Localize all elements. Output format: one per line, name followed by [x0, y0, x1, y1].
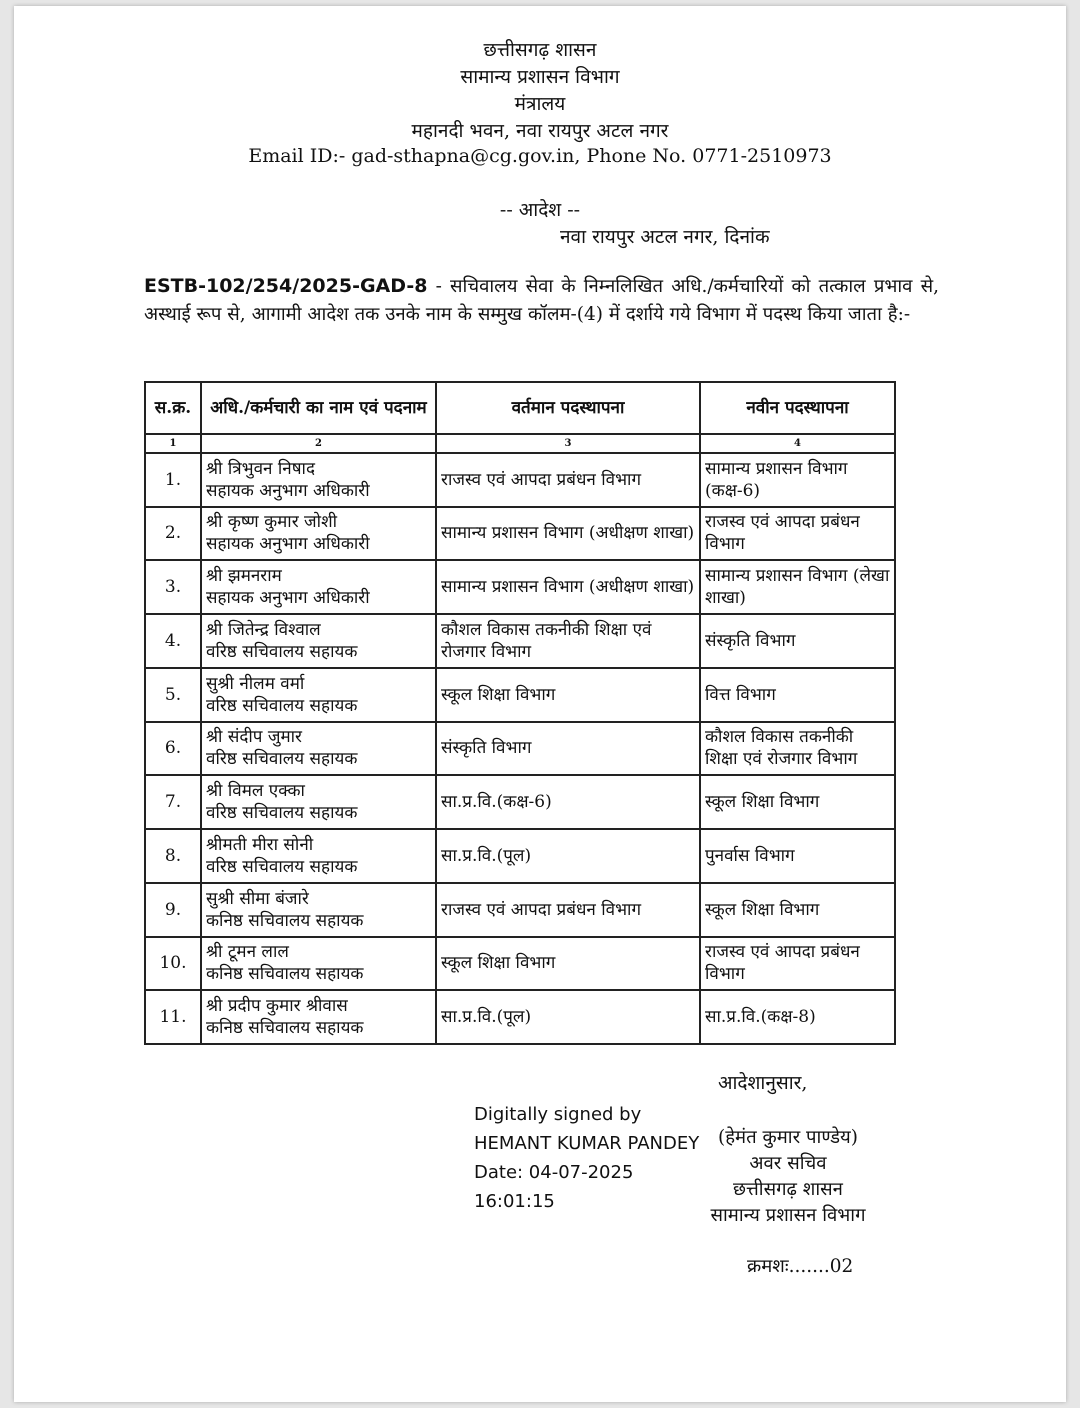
serial-number: 9. [145, 883, 201, 937]
current-posting: राजस्व एवं आपदा प्रबंधन विभाग [436, 883, 700, 937]
employee-designation: सहायक अनुभाग अधिकारी [206, 480, 370, 501]
signatory-department: सामान्य प्रशासन विभाग [710, 1205, 866, 1226]
table-row [145, 614, 895, 668]
signatory-block [678, 1125, 898, 1229]
employee-designation: वरिष्ठ सचिवालय सहायक [206, 803, 358, 824]
table-row [145, 722, 895, 776]
posting-table [144, 381, 896, 1045]
employee-name: श्री संदीप जुमार [206, 727, 302, 748]
order-paragraph [144, 272, 939, 329]
header-name: अधि./कर्मचारी का नाम एवं पदनाम [201, 382, 436, 434]
order-text: - सचिवालय सेवा के निम्नलिखित अधि./कर्मचारियों को तत्काल प्रभाव से, अस्थाई रूप से, आगामी आदेश तक उनके नाम के सम्मुख कॉलम-(4) में दर्शाये गये विभाग में पदस्थ किया जाता है:- [144, 276, 939, 325]
digital-signature [474, 1100, 699, 1216]
table-body [145, 453, 895, 1044]
order-place-date: नवा रायपुर अटल नगर, दिनांक [560, 226, 770, 248]
table-row [145, 560, 895, 614]
new-posting: राजस्व एवं आपदा प्रबंधन विभाग [700, 937, 895, 991]
employee-cell [201, 560, 436, 614]
serial-number: 2. [145, 507, 201, 561]
employee-designation: वरिष्ठ सचिवालय सहायक [206, 856, 358, 877]
new-posting: संस्कृति विभाग [700, 614, 895, 668]
employee-name: श्री जितेन्द्र विश्वाल [206, 619, 321, 640]
digital-sign-date: Date: 04-07-2025 [474, 1162, 634, 1183]
document-page [14, 6, 1066, 1402]
employee-designation: कनिष्ठ सचिवालय सहायक [206, 1018, 364, 1039]
by-order-text: आदेशानुसार, [718, 1072, 808, 1094]
signatory-government: छत्तीसगढ़ शासन [733, 1179, 843, 1200]
header-department: सामान्य प्रशासन विभाग [460, 66, 620, 88]
employee-cell [201, 883, 436, 937]
new-posting: सामान्य प्रशासन विभाग (लेखा शाखा) [700, 560, 895, 614]
employee-designation: वरिष्ठ सचिवालय सहायक [206, 641, 358, 662]
signatory-designation: अवर सचिव [749, 1153, 827, 1174]
header-current: वर्तमान पदस्थापना [436, 382, 700, 434]
current-posting: संस्कृति विभाग [436, 722, 700, 776]
employee-designation: कनिष्ठ सचिवालय सहायक [206, 964, 364, 985]
new-posting: राजस्व एवं आपदा प्रबंधन विभाग [700, 507, 895, 561]
new-posting: पुनर्वास विभाग [700, 829, 895, 883]
serial-number: 3. [145, 560, 201, 614]
employee-cell [201, 453, 436, 507]
employee-designation: कनिष्ठ सचिवालय सहायक [206, 910, 364, 931]
employee-designation: वरिष्ठ सचिवालय सहायक [206, 695, 358, 716]
employee-cell [201, 990, 436, 1044]
employee-cell [201, 722, 436, 776]
current-posting: स्कूल शिक्षा विभाग [436, 668, 700, 722]
employee-name: श्री प्रदीप कुमार श्रीवास [206, 996, 348, 1017]
employee-name: सुश्री सीमा बंजारे [206, 888, 309, 909]
header-government: छत्तीसगढ़ शासन [483, 39, 597, 61]
serial-number: 10. [145, 937, 201, 991]
serial-number: 5. [145, 668, 201, 722]
employee-name: श्री त्रिभुवन निषाद [206, 458, 315, 479]
column-number: 3 [436, 434, 700, 453]
continued-marker: क्रमशः.......02 [747, 1256, 854, 1277]
header-contact: Email ID:- gad-sthapna@cg.gov.in, Phone No. 0771-2510973 [248, 145, 832, 167]
employee-cell [201, 937, 436, 991]
header-address: महानदी भवन, नवा रायपुर अटल नगर [411, 120, 669, 142]
current-posting: स्कूल शिक्षा विभाग [436, 937, 700, 991]
employee-cell [201, 829, 436, 883]
serial-number: 7. [145, 775, 201, 829]
employee-name: सुश्री नीलम वर्मा [206, 673, 305, 694]
new-posting: स्कूल शिक्षा विभाग [700, 883, 895, 937]
current-posting: सा.प्र.वि.(पूल) [436, 829, 700, 883]
table-header-row [145, 382, 895, 434]
employee-name: श्रीमती मीरा सोनी [206, 834, 314, 855]
serial-number: 1. [145, 453, 201, 507]
table-row [145, 829, 895, 883]
employee-designation: सहायक अनुभाग अधिकारी [206, 534, 370, 555]
employee-cell [201, 668, 436, 722]
digital-signed-by: Digitally signed by [474, 1104, 642, 1125]
digital-signer-name: HEMANT KUMAR PANDEY [474, 1133, 700, 1154]
header-ministry: मंत्रालय [514, 93, 566, 115]
serial-number: 8. [145, 829, 201, 883]
header-serial: स.क्र. [145, 382, 201, 434]
employee-name: श्री कृष्ण कुमार जोशी [206, 512, 338, 533]
column-number: 2 [201, 434, 436, 453]
column-number-row [145, 434, 895, 453]
table-row [145, 883, 895, 937]
order-title: -- आदेश -- [499, 199, 581, 221]
serial-number: 6. [145, 722, 201, 776]
current-posting: सामान्य प्रशासन विभाग (अधीक्षण शाखा) [436, 507, 700, 561]
new-posting: सा.प्र.वि.(कक्ष-8) [700, 990, 895, 1044]
employee-name: श्री झमनराम [206, 566, 282, 587]
signatory-name: (हेमंत कुमार पाण्डेय) [718, 1127, 858, 1148]
new-posting: स्कूल शिक्षा विभाग [700, 775, 895, 829]
current-posting: सा.प्र.वि.(पूल) [436, 990, 700, 1044]
employee-designation: वरिष्ठ सचिवालय सहायक [206, 749, 358, 770]
table-row [145, 937, 895, 991]
employee-cell [201, 507, 436, 561]
order-number: ESTB-102/254/2025-GAD-8 [144, 275, 428, 297]
table-row [145, 990, 895, 1044]
serial-number: 4. [145, 614, 201, 668]
column-number: 1 [145, 434, 201, 453]
current-posting: कौशल विकास तकनीकी शिक्षा एवं रोजगार विभाग [436, 614, 700, 668]
table-row [145, 668, 895, 722]
column-number: 4 [700, 434, 895, 453]
table-row [145, 453, 895, 507]
employee-cell [201, 775, 436, 829]
current-posting: राजस्व एवं आपदा प्रबंधन विभाग [436, 453, 700, 507]
new-posting: सामान्य प्रशासन विभाग (कक्ष-6) [700, 453, 895, 507]
employee-name: श्री टूमन लाल [206, 942, 289, 963]
serial-number: 11. [145, 990, 201, 1044]
digital-sign-time: 16:01:15 [474, 1191, 555, 1212]
table-row [145, 775, 895, 829]
employee-cell [201, 614, 436, 668]
current-posting: सा.प्र.वि.(कक्ष-6) [436, 775, 700, 829]
employee-name: श्री विमल एक्का [206, 781, 305, 802]
employee-designation: सहायक अनुभाग अधिकारी [206, 588, 370, 609]
current-posting: सामान्य प्रशासन विभाग (अधीक्षण शाखा) [436, 560, 700, 614]
new-posting: कौशल विकास तकनीकी शिक्षा एवं रोजगार विभाग [700, 722, 895, 776]
new-posting: वित्त विभाग [700, 668, 895, 722]
header-new: नवीन पदस्थापना [700, 382, 895, 434]
table-row [145, 507, 895, 561]
